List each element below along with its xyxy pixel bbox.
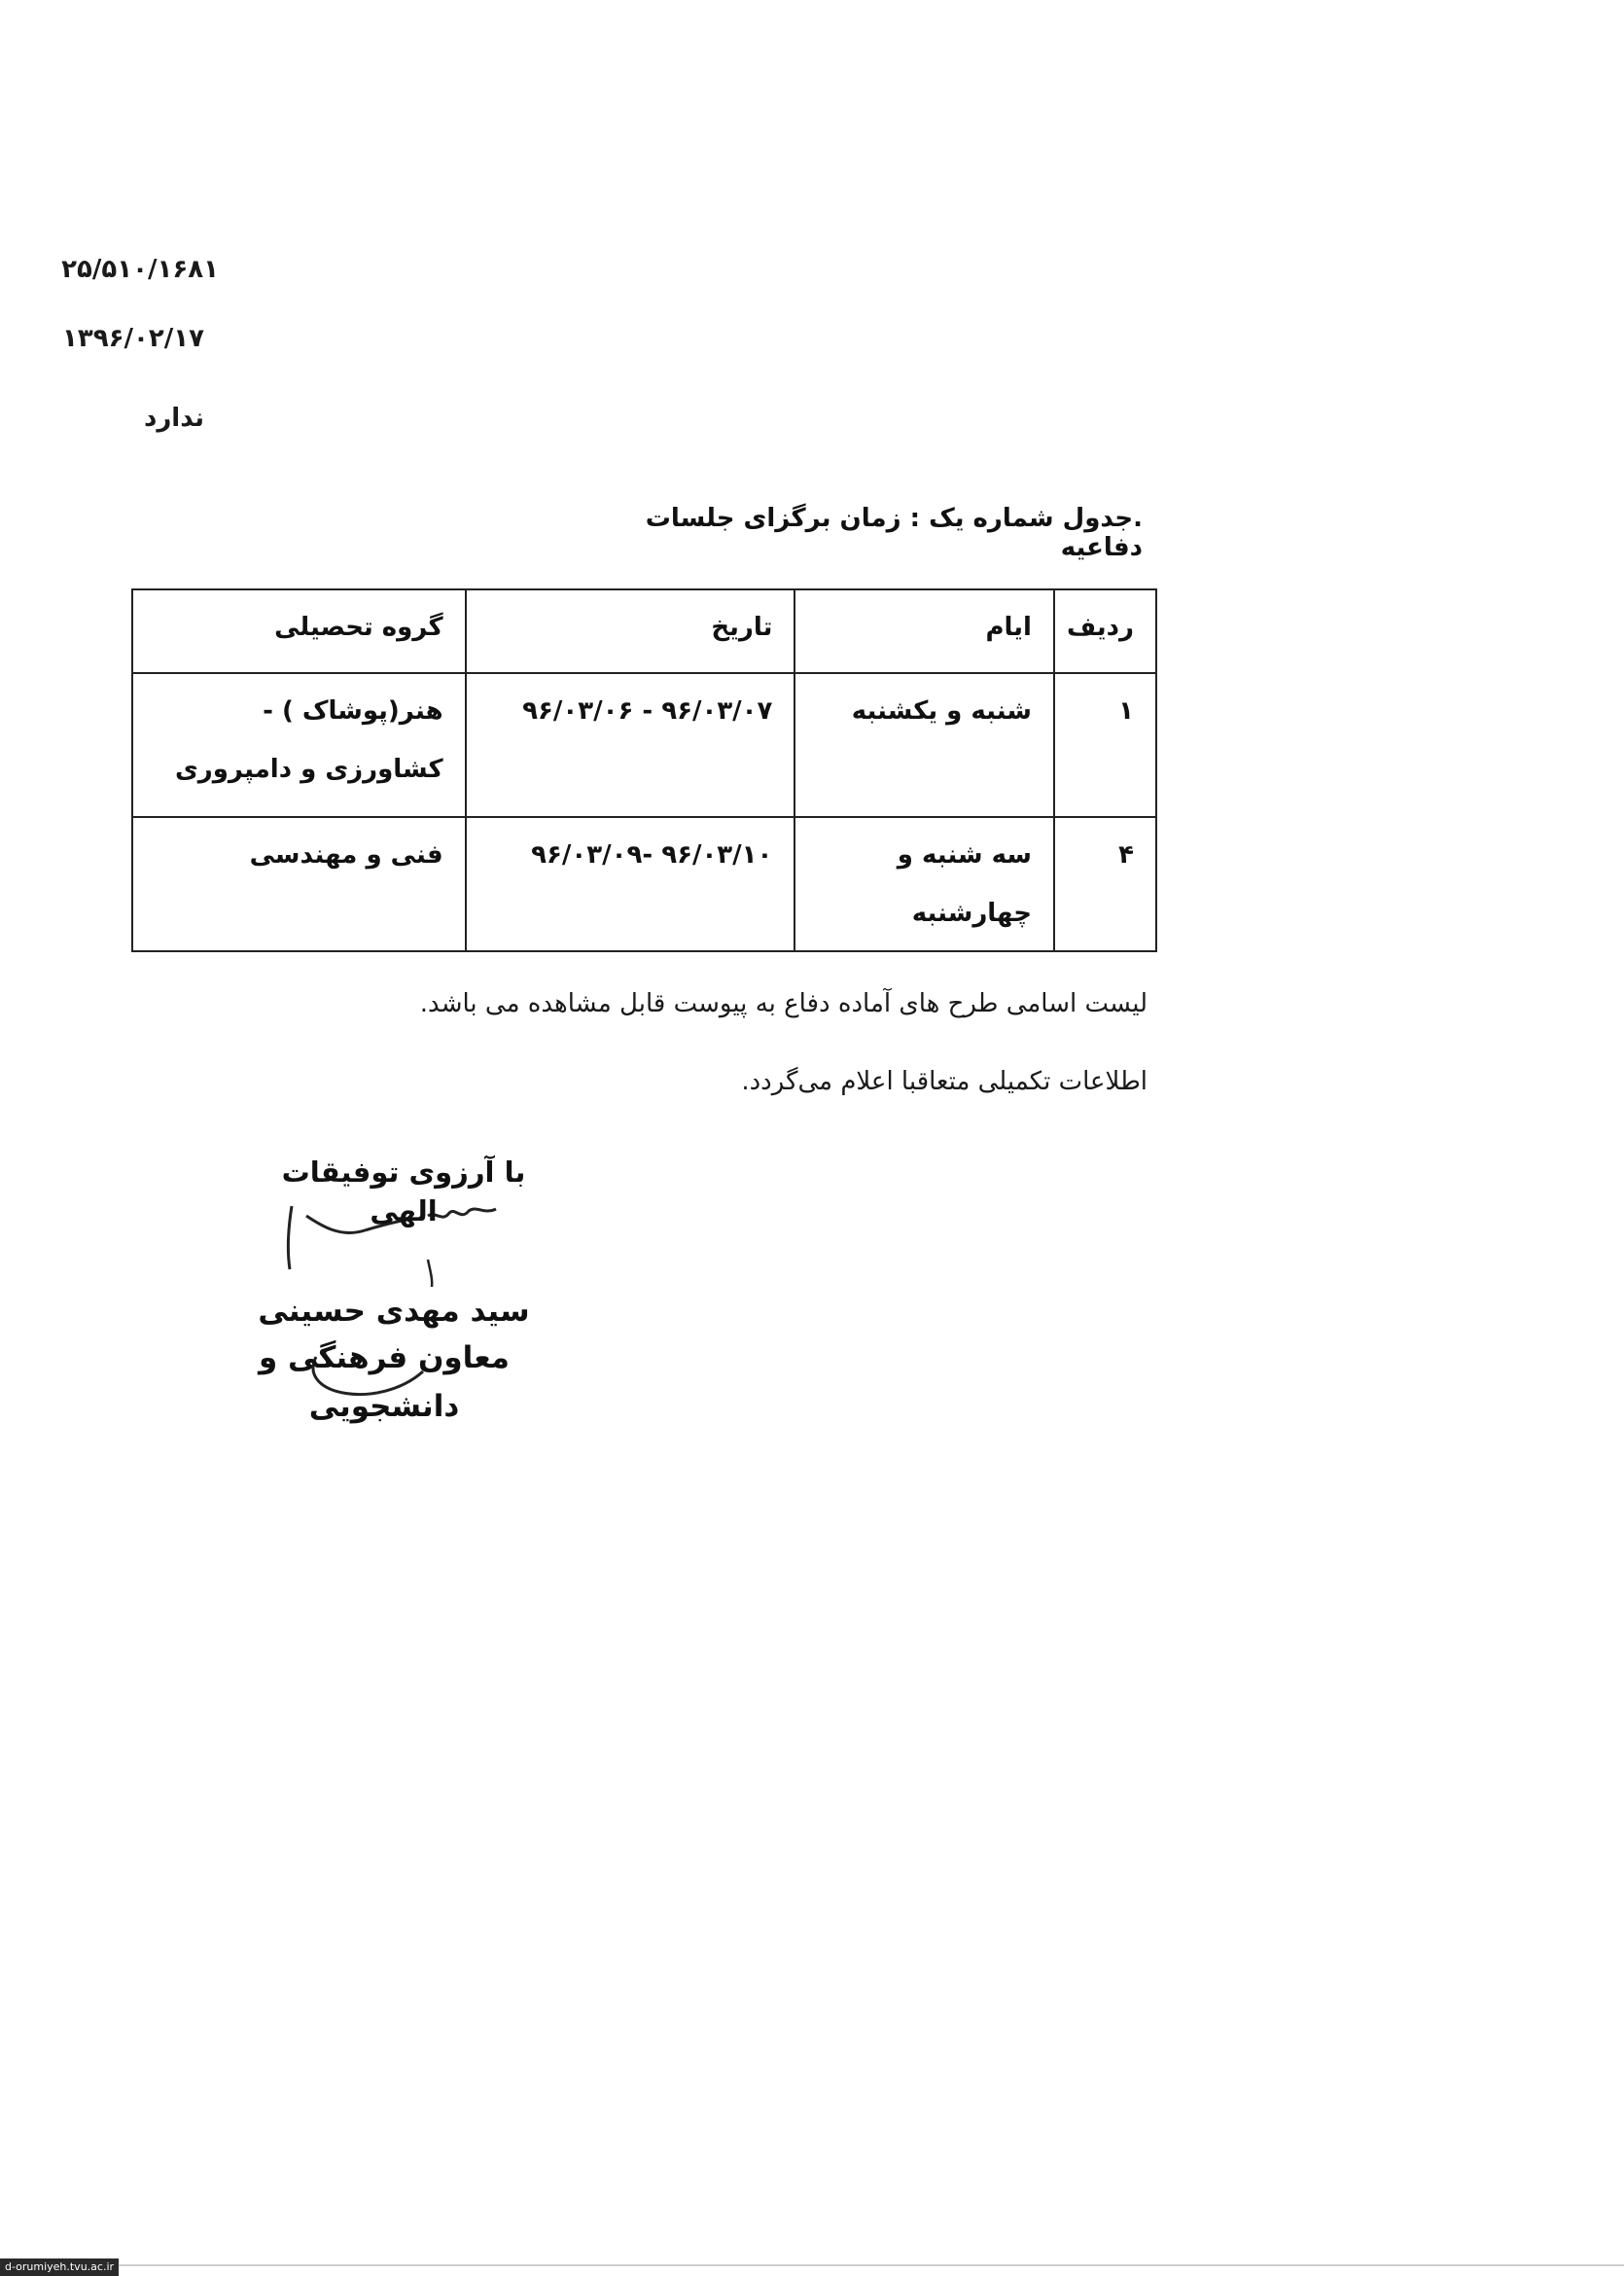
more-info-note: اطلاعات تکمیلی متعاقبا اعلام می‌گردد. bbox=[741, 1067, 1147, 1096]
table-caption: .جدول شماره یک : زمان برگزای جلسات دفاعیه bbox=[645, 504, 1143, 562]
scan-bottom-edge bbox=[0, 2264, 1624, 2266]
letter-number: ۲۵/۵۱۰/۱۶۸۱ bbox=[61, 255, 219, 284]
header-row-number: ردیف bbox=[1054, 589, 1156, 673]
header-date: تاریخ bbox=[466, 589, 795, 673]
cell-days: سه شنبه و چهارشنبه bbox=[794, 817, 1054, 951]
signature-greeting: با آرزوی توفیقات الهی bbox=[281, 1156, 526, 1227]
source-watermark: d-orumiyeh.tvu.ac.ir bbox=[0, 2258, 119, 2276]
cell-date bbox=[466, 673, 795, 817]
table-row bbox=[132, 817, 1156, 951]
letter-date: ۱۳۹۶/۰۲/۱۷ bbox=[62, 324, 204, 353]
signatory-title: معاون فرهنگی و دانشجویی bbox=[258, 1340, 511, 1424]
cell-group: فنی و مهندسی bbox=[132, 817, 466, 951]
signature-block bbox=[214, 1153, 554, 1431]
table-row bbox=[132, 673, 1156, 817]
cell-row-number: ۴ bbox=[1054, 817, 1156, 951]
cell-date bbox=[466, 817, 795, 951]
header-group: گروه تحصیلی bbox=[132, 589, 466, 673]
cell-group: هنر(پوشاک ) - کشاورزی و دامپروری bbox=[132, 673, 466, 817]
cell-row-number: ۱ bbox=[1054, 673, 1156, 817]
cell-days: شنبه و یکشنبه bbox=[794, 673, 1054, 817]
signatory-name: سید مهدی حسینی bbox=[258, 1294, 530, 1329]
header-days: ایام bbox=[794, 589, 1054, 673]
table-header-row bbox=[132, 589, 1156, 673]
attachment-note: لیست اسامی طرح های آماده دفاع به پیوست قابل مشاهده می باشد. bbox=[419, 989, 1147, 1018]
cell-date-text: ۹۶/۰۳/۰۶ - ۹۶/۰۳/۰۷ bbox=[522, 696, 773, 726]
letter-attachment: ندارد bbox=[143, 404, 204, 433]
defense-schedule-table bbox=[131, 588, 1157, 952]
cell-date-text: ۹۶/۰۳/۰۹- ۹۶/۰۳/۱۰ bbox=[531, 840, 773, 870]
